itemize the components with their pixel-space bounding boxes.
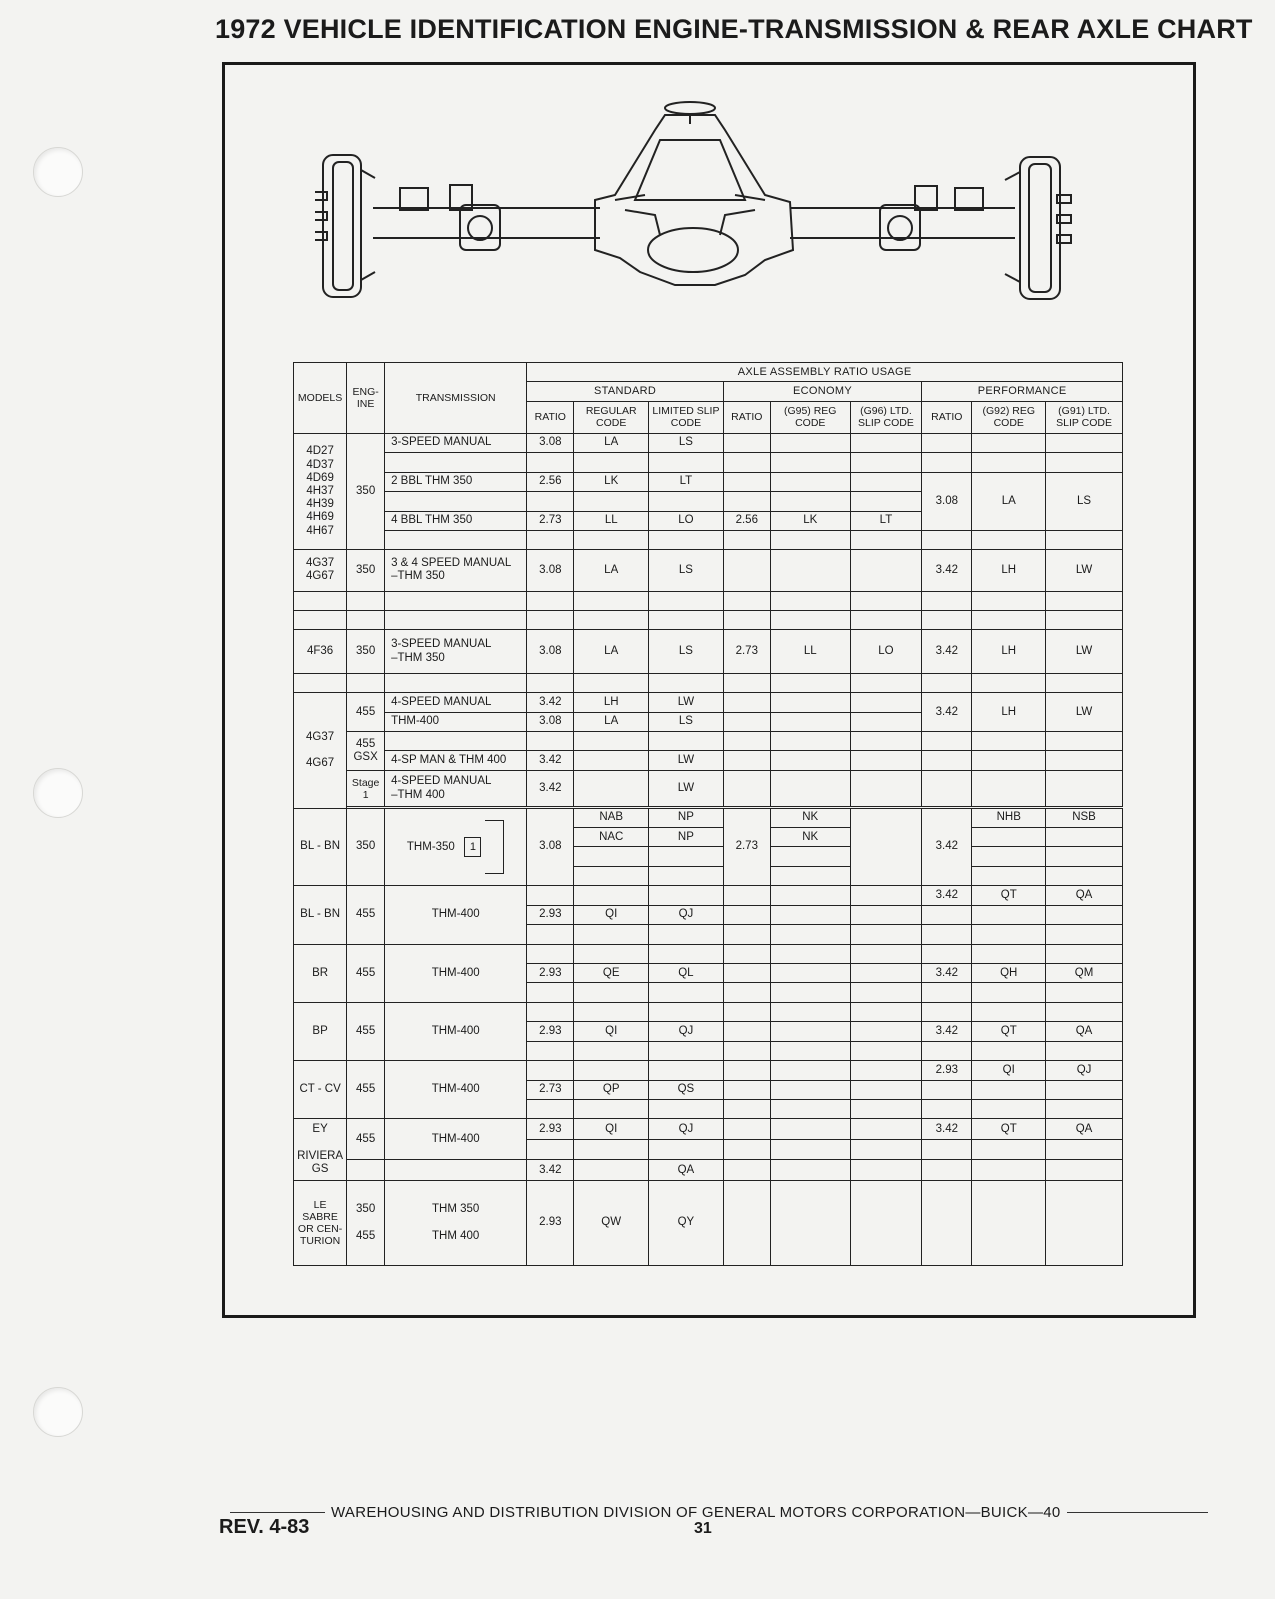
g10-trans: THM-400 [385,1119,527,1160]
g5-eco-code-2: NK [770,828,850,847]
binder-hole-middle [33,768,83,818]
g11-ratio: 2.93 [527,1180,574,1265]
g5-engine: 350 [347,808,385,886]
g8-ratio: 2.93 [527,1022,574,1041]
g10-model-a: EY [312,1123,328,1136]
g7-engine: 455 [347,944,385,1002]
g11-models: LE SABRE OR CEN-TURION [294,1180,347,1265]
g3-trans [385,630,527,673]
g11-engine [347,1180,385,1265]
g3-eco-ratio: 2.73 [723,630,770,673]
g3-trans-2: –THM 350 [391,651,445,664]
g5-perf-slip: NSB [1046,808,1123,827]
g4-trans-1: 4-SPEED MANUAL [385,693,527,712]
g8-code: QI [574,1022,649,1041]
g11-trans [385,1180,527,1265]
g3-code: LA [574,630,649,673]
header-models: MODELS [294,363,347,434]
g1-eco-slip: LT [850,511,922,530]
g7-models: BR [294,944,347,1002]
g4-trans-4a: 4-SPEED MANUAL [391,775,492,788]
g8-engine: 455 [347,1002,385,1060]
g8-perf-code: QT [972,1022,1046,1041]
header-economy: ECONOMY [723,382,922,401]
g1-ratio-3: 2.73 [527,511,574,530]
g10-ratio-1: 2.93 [527,1119,574,1140]
g7-ratio: 2.93 [527,964,574,983]
g6-perf-slip: QA [1046,886,1123,905]
g4-trans-4b: –THM 400 [391,788,445,801]
g6-trans: THM-400 [385,886,527,944]
g1-eco-code: LK [770,511,850,530]
g4-engine-3: Stage 1 [347,770,385,807]
header-std-regular-code: REGULAR CODE [574,401,649,433]
g11-slip: QY [649,1180,724,1265]
g7-trans: THM-400 [385,944,527,1002]
g1-slip-3: LO [649,511,724,530]
g1-slip-1: LS [649,433,724,452]
g5-models: BL - BN [294,808,347,886]
g8-perf-slip: QA [1046,1022,1123,1041]
g3-trans-1: 3-SPEED MANUAL [391,638,492,651]
g1-perf-ratio: 3.08 [922,472,972,530]
g4-perf-slip: LW [1046,693,1123,732]
g3-eco-code: LL [770,630,850,673]
header-axle-usage: AXLE ASSEMBLY RATIO USAGE [527,363,1123,382]
g11-code: QW [574,1180,649,1265]
g2-trans-2: –THM 350 [391,570,445,583]
g11-trans-2: THM 400 [432,1229,480,1242]
g6-code: QI [574,905,649,924]
g1-trans-2: 2 BBL THM 350 [385,472,527,491]
g4-ratio-4: 3.42 [527,770,574,807]
g9-engine: 455 [347,1061,385,1119]
binder-hole-bottom [33,1387,83,1437]
g4-engine-2: 455 GSX [347,732,385,771]
g3-ratio: 3.08 [527,630,574,673]
g9-perf-ratio: 2.93 [922,1061,972,1080]
g2-perf-slip: LW [1046,550,1123,591]
g3-perf-code: LH [972,630,1046,673]
g3-perf-ratio: 3.42 [922,630,972,673]
g8-slip: QJ [649,1022,724,1041]
g4-ratio-3: 3.42 [527,751,574,770]
g3-slip: LS [649,630,724,673]
g7-perf-code: QH [972,964,1046,983]
g9-ratio: 2.73 [527,1080,574,1099]
g4-trans-2: THM-400 [385,712,527,731]
g5-trans [385,808,527,886]
footer-division-line [230,1504,1208,1521]
g11-engine-1: 350 [356,1203,376,1216]
header-g91: (G91) LTD. SLIP CODE [1046,401,1123,433]
g6-ratio: 2.93 [527,905,574,924]
header-standard: STANDARD [527,382,723,401]
g2-perf-code: LH [972,550,1046,591]
g4-slip-2: LS [649,712,724,731]
g1-slip-2: LT [649,472,724,491]
header-std-limited-slip: LIMITED SLIP CODE [649,401,724,433]
g7-perf-slip: QM [1046,964,1123,983]
g4-slip-3: LW [649,751,724,770]
g5-slip-1: NP [649,808,724,827]
g10-perf-slip: QA [1046,1119,1123,1140]
g11-engine-2: 455 [356,1229,376,1242]
page-title: 1972 VEHICLE IDENTIFICATION ENGINE-TRANSMISSION & REAR AXLE CHART [215,14,1253,44]
g2-trans [385,550,527,591]
g9-models: CT - CV [294,1061,347,1119]
g2-perf-ratio: 3.42 [922,550,972,591]
g5-footnote-box: 1 [464,837,481,857]
g5-eco-code-1: NK [770,808,850,827]
g10-slip-1: QJ [649,1119,724,1140]
g4-engine-1: 455 [347,693,385,732]
g8-trans: THM-400 [385,1002,527,1060]
g1-models: 4D27 4D37 4D69 4H37 4H39 4H69 4H67 [294,433,347,550]
header-g92: (G92) REG CODE [972,401,1046,433]
binder-hole-top [33,147,83,197]
g3-engine: 350 [347,630,385,673]
g9-perf-code: QI [972,1061,1046,1080]
header-g95: (G95) REG CODE [770,401,850,433]
g2-slip: LS [649,550,724,591]
g10-perf-code: QT [972,1119,1046,1140]
g3-eco-slip: LO [850,630,922,673]
g1-eco-ratio: 2.56 [723,511,770,530]
g10-ratio-2: 3.42 [527,1160,574,1181]
g4-perf-ratio: 3.42 [922,693,972,732]
revision-label: REV. 4-83 [219,1516,310,1538]
g10-model-b: RIVIERA GS [297,1149,344,1175]
g4-code-1: LH [574,693,649,712]
g6-perf-ratio: 3.42 [922,886,972,905]
g7-perf-ratio: 3.42 [922,964,972,983]
rear-axle-illustration [315,100,1095,315]
g3-perf-slip: LW [1046,630,1123,673]
g4-ratio-2: 3.08 [527,712,574,731]
g4-models [294,693,347,808]
g10-slip-2: QA [649,1160,724,1181]
header-transmission: TRANSMISSION [385,363,527,434]
g9-perf-slip: QJ [1046,1061,1123,1080]
g7-slip: QL [649,964,724,983]
g1-trans-1: 3-SPEED MANUAL [385,433,527,452]
g9-trans: THM-400 [385,1061,527,1119]
g2-code: LA [574,550,649,591]
g8-perf-ratio: 3.42 [922,1022,972,1041]
g2-models: 4G37 4G67 [294,550,347,591]
g1-perf-code: LA [972,472,1046,530]
g2-trans-1: 3 & 4 SPEED MANUAL [391,557,512,570]
g5-bracket [485,820,504,874]
g1-ratio-2: 2.56 [527,472,574,491]
header-perf-ratio: RATIO [922,401,972,433]
g5-code-2: NAC [574,828,649,847]
g8-models: BP [294,1002,347,1060]
g1-perf-slip: LS [1046,472,1123,530]
page-number: 31 [694,1520,712,1537]
g1-ratio-1: 3.08 [527,433,574,452]
header-engine: ENG-INE [347,363,385,434]
g9-slip: QS [649,1080,724,1099]
header-std-ratio: RATIO [527,401,574,433]
g1-code-2: LK [574,472,649,491]
g6-perf-code: QT [972,886,1046,905]
g1-engine: 350 [347,433,385,550]
g4-model-a: 4G37 [306,730,335,743]
g5-slip-2: NP [649,828,724,847]
g9-code: QP [574,1080,649,1099]
g11-trans-1: THM 350 [432,1203,480,1216]
g5-perf-code: NHB [972,808,1046,827]
g4-trans-4 [385,770,527,807]
g4-code-2: LA [574,712,649,731]
g4-ratio-1: 3.42 [527,693,574,712]
g2-ratio: 3.08 [527,550,574,591]
g5-perf-ratio: 3.42 [922,808,972,886]
g10-models [294,1119,347,1181]
g7-code: QE [574,964,649,983]
g10-perf-ratio: 3.42 [922,1119,972,1140]
header-eco-ratio: RATIO [723,401,770,433]
g2-engine: 350 [347,550,385,591]
g4-perf-code: LH [972,693,1046,732]
g1-code-3: LL [574,511,649,530]
g5-eco-ratio: 2.73 [723,808,770,886]
g5-trans-label: THM-350 [406,841,455,853]
g3-models: 4F36 [294,630,347,673]
g6-slip: QJ [649,905,724,924]
g4-model-b: 4G67 [306,757,335,770]
header-performance: PERFORMANCE [922,382,1123,401]
g10-code-1: QI [574,1119,649,1140]
axle-ratio-table [293,362,1123,1266]
header-g96: (G96) LTD. SLIP CODE [850,401,922,433]
g1-trans-3: 4 BBL THM 350 [385,511,527,530]
g1-code-1: LA [574,433,649,452]
g4-slip-1: LW [649,693,724,712]
g5-ratio: 3.08 [527,808,574,886]
g4-trans-3: 4-SP MAN & THM 400 [385,751,527,770]
g5-code-1: NAB [574,808,649,827]
footer-division-text: WAREHOUSING AND DISTRIBUTION DIVISION OF GENERAL MOTORS CORPORATION—BUICK—40 [331,1504,1061,1521]
g10-engine: 455 [347,1119,385,1160]
g6-engine: 455 [347,886,385,944]
g6-models: BL - BN [294,886,347,944]
g4-slip-4: LW [649,770,724,807]
